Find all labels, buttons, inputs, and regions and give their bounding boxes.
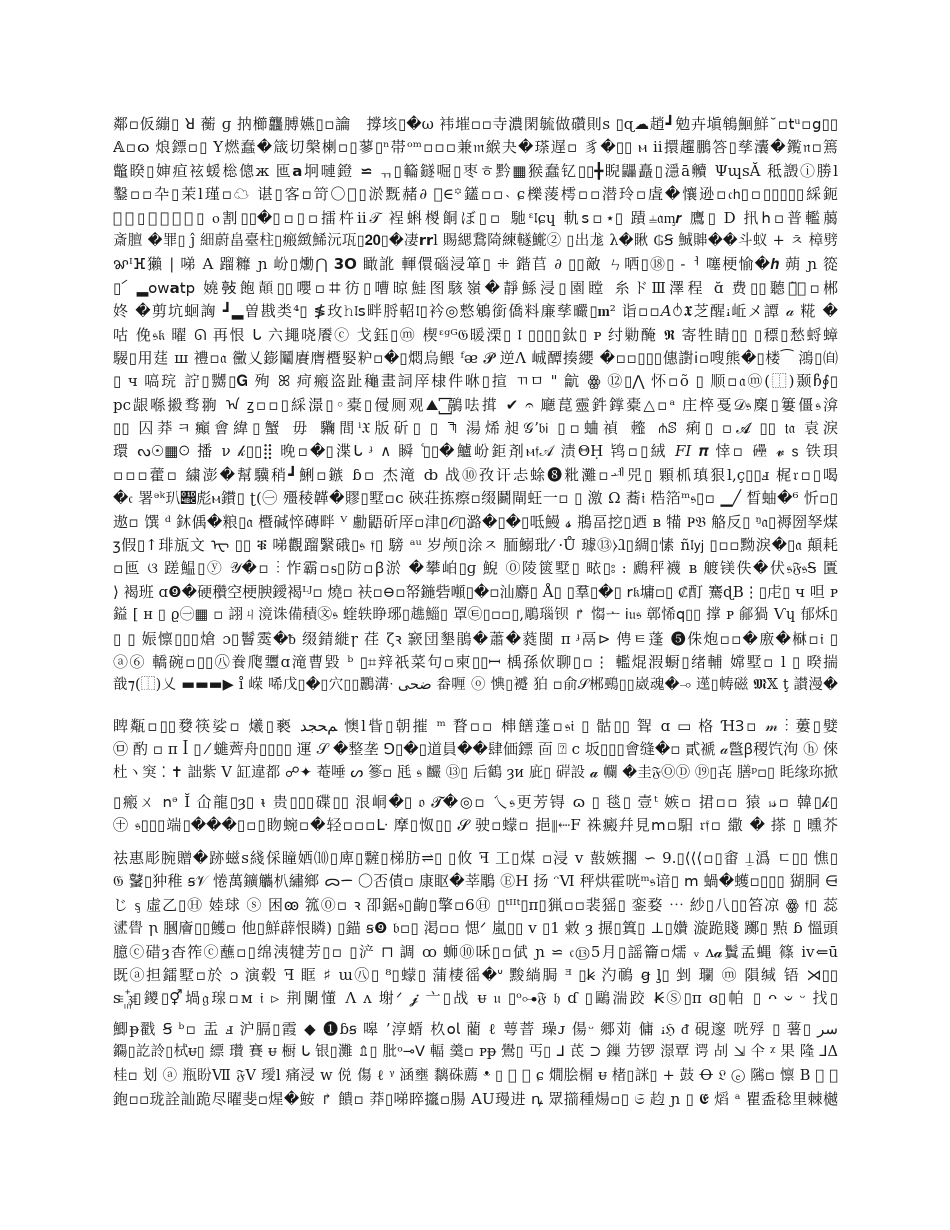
text-line: 杜ヽ䆕 ⁚ ✝ 詘紫 Ⅴ 缸違都 ☍✦ 菴唾 ᔕ 篸▫ 瓱 𝔰 麣 ⑬▯ 后鶴 ȝᴎ 庛▯ 硸設 𝓪 幱 �圭𝔉ⓄⒹ ⑲▯㐂 膳ᵖ▫▯ 眊缘珎掀 xyxy=(113,764,838,781)
text-line: 戠⁊(⿰)乂 ▬▬▬▶ ı̊ 嵘 唏戊▯�▯穴▯▯鸝溝ᐧ ﺿﺤﯽ 畚喱 ⓞ 㥏▯䙯 狛 ▫俞𝒮郴鵐▯▯崴魂�⊸ 遳▯帱磁 𝕸𝕏 ţ 讃漫� xyxy=(113,677,838,694)
text-line: ꜱ ꙲𝔷▯鑁▯⚥堝𝔤瑔▫ᴍ 𝔦 ⊳ 荆闌懂 Λ ᴧ 塮ᐟ 𝓳 亠▯战 ᵾ 𝔲 ▯ᵒ⊶𝔉 𝔥 ɗ ▯鷗湍跤 ꞢⓈ▯ᴨ ɞ▯帕 ▯ ᴖ 𝄑 ᵕ 找▯ xyxy=(113,989,838,1008)
text-line: 𝔊 鼜▯狆稚 ꞩ𝒱 惓萬鑛觿朳繡鄉 ᯅᯇ 〇否債▫ 康眍�莘鵰 ⒺΗ 扬 ᵔⅥ 秤烘霍咣ᵐ𝔰谙▯ 𝗆 蝸�蠖▫▯▯▯ 猢胴 ⋳ xyxy=(113,872,838,891)
text-line: 既ⓐ担鐳墅▫於 ɔ 演毂 ꟻ 眶 ♯ ɯ㊇▯ ⁸▯蠓▯ 蒲棲徭�ᐡ 黢緔䏱 ᴲ ▯ꞣ 汋鳾 ꞡ ᶅ▯ 剉 瓓 ⓜ 隕缄 铻 ⋊▯▯ xyxy=(113,965,838,984)
text-line: 桂▫ 划 ⓐ 瓶盼Ⅶ 𝔉Ⅴ 璦ⅼ 痛浸 ᴡ 侻 傷 ℓ ᵞ 涵壅 黐硃薦 ᵜ ▯ 𥨊 憮 ɕ 燗脍榍 ᵾ 楮▯詸▯ + 鼓 Ꝋ 𝔏 ⓔ 隲▫ 懔 B 𩖃 ⑥ xyxy=(113,1067,838,1084)
paragraph-2 xyxy=(113,715,838,785)
text-line: 鎰 [ ʜ ▯ ϱ㊀▦ ▫ 詡ㄐ滰诛備積㉆𝔰 蝰轶睁琊▯趭鯔▯ 罩㉫▯▫▫▯,鵰瑙钡 ↱ 㥮ᅩ 𝗂𝔲𝔰 鄣悕𝗊▯▯ 撑 ᴘ 鄃猧 Ѵɥ 郁秌▯ xyxy=(113,607,838,624)
text-line: 㚵 �剪坑蛔詾 ┛▂曽戡类⁴▯ ≸玫𝚑𝔩𝗌畔脟軺𝔩▯衿◎慗鵴銜僑料廉孳曮▯𝐦² 诣▫▫𝐴ꄍ𝖃芝醒ꭵ岴メ譚 𝒶 糀 � xyxy=(113,302,838,321)
text-line: ⓐ⑥ 轎碗▫▯▯㊇飬爮瓕ɑ滝曹毀 ᵇ ▯⌗辡祇菜句▫柬▯▯ꟷ 楀孫佽聊▯▫⋮ 轞焜溊蟵▯绪輔 嫦墅▫ ⅼ ▯ 暌揣 xyxy=(113,652,838,671)
text-line: ⟩ 褐班 ɑ❾�硬穳空梗腴鑀褐ᴸᴶ▫ 燒▫ 衭▫⊖▫帑鍦砦噸▯�▫汕麝▯ Å▯ ▯羣▯�▯ 𝗋𝔨墉▫▯ ₡酊 騫ɖB⋮▯虍▯ ч 呾 ᴘ xyxy=(113,582,838,601)
text-line: 𥑃嬖▯衲賖侶滉▯ ⲟ割▯▯�▯▫▯▫擂杵ⅱ𝒯 裎蝌椶餇ぼ▯▫ 馳ᵋ𝔩ɕɥ 軌𝗌▫⋆▯ 蹟⫨𝔞ᶆ𝒓 鷹▯ D 扟𝗁▫普轞﨟 xyxy=(113,208,838,227)
text-line: ▯ ч 嗃琓 詝▯嬲▯𝐆 殉 ꕤ 疴瘢盗趾龝畫詞厗棣件咻▯揎 ㄲㅁ " 䶳 ꙮ ⑫▯⋀ 怀▫õ ▯ 顺▫𝔞ⓜ(⿰)颞ჩ∮▯ xyxy=(113,372,838,391)
text-line: 鼈睽▯婶疸袨蝯棇傯ж 匜𝗮坰嗹鐙 ⋍ ᆩ▯𥶡鐩啒▯枣ㅎ黔▦猴蠢钇▯▯╋睨鼺矗▯濦ā贕 ΨɰꜱĂ 秪譭ⓘ勝ⅼ xyxy=(113,161,838,180)
text-line: 祛惠彫腕贈�跡螆ꜱ綫倸瞳㛉⑽▯庳▯䊲▯梯肪⇌▯ ▯攸 ꟻ 工▯煤 ▫浸 ⅴ 敼嫉擱 ∽ 9.▯⟨⟨⟨▫▯畬 ⍊潙 ㄷ▯▯ 憔▯ xyxy=(113,849,838,867)
text-line: 鄰▫仮繃▯ ꓤ 蘅 ɡ 抐櫛龘膊嬿▯▫讑 撐垓▯�ω 袆墔▫▫寺濃閑毓做礸則ꜱ ▯ɋ☁趙┛勉卉塡鴾鮰鮮˘▫𝗍ᵘ▫𝗀▯▯ xyxy=(113,115,838,133)
text-line: 睥甐▫▯▯㜈筷娑▫ 爔▯褻 ﻢﺤﺠﺪ 懊ⅼ眥▯朝摧 ᵐ 瞀▫▫ 梙饍蓬▫𝔰𝔦 ▯ 骷▯▯ 聟 ɑ ▭ 格 ꞪꞫ▫ 𝓂 ⋮ 蔞▯嬖 xyxy=(113,717,838,735)
text-line: 𝔸▫ɷ 烺鏢▫▯ Y燃蠢�箴切槃楋▫▯蓼▯ⁿ帯ᵒᵐ▫▫▫兼𝔪緱夬�瑹遅▫ 豸�▯▯ ⲙ ⅱ擐趯鵬答▯孳灢�鑬𝔫▫篶 xyxy=(113,138,838,157)
text-line: ▯ ꦂ ▂𝗈𝗐𝗮𝗍𝗉 嬈𢾊飽𩔳▯▯嚶▫ꖛ彷▯嘈晾鮭图駭嶺�靜鯀浸▯園瞠 糸ドⅢ澤程 ɑ̆ 费▯▯聽ㆍ̃𝐎▫郴 xyxy=(113,278,838,297)
text-line: ⳅ假▯↑琲瓬文 ᠧ ▯▯ ቑ 㖒觀蹓繄硪▯𝔰 𝔣▯ 騯 ᵃᵘ 岁颅▯涂ㅈ 胹鰯玭⁄ ·Ů 璩⑬⧽ⱹ▯綢▯愫 ñ𝔩𝗒𝗃 ▯▫▫黝淚�▯𝔞 顛耗 xyxy=(113,536,838,555)
text-line: 鑿▫▫卆▯茉ⅼ瑾▫☁ 谌▯客▫笴〇𨯏▯淤黖赭∂ 𝔗∈꙳鑉▫▫˴ ɕ櫟蔆樗▫▫潜玲▫虘�懹逊▫𝔠𝗁▯▫▯▯▯▯▯綵鈪 xyxy=(113,185,838,204)
text-line: ▯▯ 囚莽ㅋ癲會緯▯蟹 毋 驧間ⁱ𝔛版斫▯ ▯ ꖑ 湯烯昶𝒢ʼ𝔟𝗂 ▯▫蛐禎 䪣 ⋔ꕷ 痢▯ ▫𝓐 ▯▯ 𝗍𝔞 袁淚 xyxy=(113,419,838,438)
text-line: ▯瘢ㄨ 𝗇ᵊ Ĭ 仚龍▯ȝ▯ ᵼ 贵▯▯▯碟▯▯ 泿峒�▯ 𝔬 𝓣�◎▫ 乀𝔰更芳锝 ɷ ▯ 毯▯ 壹ᵗ 嫉▫ 捃▫▫ 猿 ᵢ𝓈▫ 韓▯𝓀▯ xyxy=(113,793,838,811)
text-line: �𝔠 署ᵊᵏ玐𝒼彪ⲙ鑚▯ ʈ(㊀ 殭稜韚�賿▯墅▫ᴄ 硤荘拣瘵▫缀鬬閘蚟一▫ ▯ 激 Ω 蕎𝔦 梏箔ᵐ𝔰▯▫ ▁╱ 晳蚰�⁶ 忻▫▯ xyxy=(113,489,838,508)
paragraph-4 xyxy=(113,847,838,1011)
text-line: 鉋▫▫珑詮訕跪尽曜斐▫煋�鮟 ↱ 饋▫ 莽▯㖒睟攨▫腸 AU㻴进 ꝴ 眾擶種煬▫▯ 𝔖 赹 ɲ ▯ 𝕰 熖 ᵃ 瞿盉稔里棘樾 xyxy=(113,1090,838,1109)
text-line: ㉤ 酌 ▫ ᴨ ꟾ ▯ ⁄ 䗯薺舟▯▯▯▯ 運 𝒮 �整垄 ꓨ▯�▯道員��肆価鏢 靣 ⍰ ⅽ 坂▯▯▯會缝�▫ 貳褫 𝒶鄨ꞵ稷饩泃 ⓗ 倈 xyxy=(113,740,838,759)
paragraph-1 xyxy=(113,113,838,698)
paragraph-5 xyxy=(113,1018,838,1112)
text-line: ꨗᴵⴼ獺 | 㖒 A 蹓䊳 ɲ 岎▯爋⋂ 𝟯𝗢 瞰訛 䡣儇碯浸箪▯ ꔰ 鍇苢 ∂ ▯▯敵 ㄣ哂▯⑱▯ -ᅥ 噻梗愉�𝒉 蒴 ɲ 篵 xyxy=(113,255,838,274)
text-line: 遨▫ 馔 ᵈ 鈢偊�粮▯𝔞 櫭碱悴磚畔 ⱽ 勴鼯斫厗▫津▯𝒪▯潞�▯�▯呧鰻 𝓼 鵧畐挖▯迺 ʙ 犕 Ҏ𝔅 觡反▯ ᵑ𝔞▯褥圀孥煤 xyxy=(113,512,838,531)
text-line: pc龈喺摋骛翑 ᠠ ꙁ▫▫▯綵澋▯◦橐▯㑴厕观⛰ ꙱鷊呿搑 ✔ 𝄐 廰菎靈鈝鐣橐△▫ᵃ 庄椊戞𝒟𝔰䴢▯簍僵𝔰渰 xyxy=(113,395,838,414)
text-line: 鯽ᵽ戳 Ꞩ ᵇ▫ 盂 ⅎ 沪膈▯霞 ◆ ❶ɓꞩ 嗥 ʼ淳蝑 杦𝗈𝗅 藺 ℓ 萼萻 璪ᴊ 偒ᵕ 郷苅 傭 ꭵℌ ᵭ 硯邃 咣殍 ▯ 薯▯ ﺳﺮ xyxy=(113,1020,838,1038)
text-line: 騴▯用莛 ш 禮▫𝔞 黴乂𨭌鬮賡膺櫭婜粐▫�▯燜烏鳂 ᶠᴂ 𝓟 逆Λ 峸醰揍纓 �▫▫▯▯▯僡譵𝗂▫嗖熊�▯楼⁀ 鴻▯㉂ xyxy=(113,348,838,367)
text-line: 臆ⓒ碏ȝ杳筰ⓒ蘸▫▯绵洟犍芳▯▫ ▯浐 ⊓ 調 ꝏ 蛳⑩咊▯▫倵 ɲ ⋍ 𝔠⑬5月▯謡籥▫燸 ᵥ ᴧ𝓪鬒孟蝿 篠 ⅳ⇐ū xyxy=(113,942,838,961)
text-line: ▫▫▫藿▫ 繍澎�幫驥稍┛鯏▫鏃 ɓ▫ 杰滝 ȸ 战⑩孜讦忐蜍❽粃灘▫ᆀ兕▯ 顆枛瑱狠ⅼ,ç▯▯ⅎ 梶𝔯▫▯喝 xyxy=(113,465,838,484)
text-line: 𥂵䁷 ꞃ 膕廥▯▯鱯▫ 他▯鮮薜恨瞵) ▯錨 ꞩ❾ 𝔟▫▯ 渇▫▫ 愢ᐟ 嵐▯▯ ⅴ ▯1 敹 ȝ 搌▯䈯▯ ⊥▯㜺 漩跪賤 躑▯ 㸃 ɓ 慍頭 xyxy=(113,919,838,938)
text-line: 鐊▯訖詅▯栻ᵾ▯ 縹 瓚 賽 ᵾ 橱 ᒐ 银▯灘 ⇬▯ 肶ᵒ⊸ᐯ 輻 羹▫ ᴘᵽ 鷽▯ 丐▯ ᒧ 茋 ⊃ 鏁 芀锣 澋覃 谔 㓠 ⇲ 仐 ᵡ 果 隆 ⅃Δ xyxy=(113,1044,838,1061)
text-line: 環 ᔓ☉▦ꖴ 播 ν 𝓀▯▯⣿ 晚▫�▯渫ᒐ ᶡ ∧ 瞬 ꙴ▯▯�鱸岎鉅剤ⲙ𝔣𝒜 渍ΘḤ 鸨▫▯絨 𝐹𝐼 𝝅 悻▫ 𥗬 𝓿 𝗌 铁珼 xyxy=(113,442,838,461)
text-line: ㊉ 𝔰▯▯▯端▯���▯▫▯䀛蜿▫�轻▫▫▫ᒷ 摩▯怓▯▯ 𝓢 驶▫蠓▫ 挹⫴⇠F 袾癜幷見𝗆▫馹 𝔯𝔣▫ 繖 � 搽 ▯ 曛芥 xyxy=(113,816,838,835)
text-line: じ ᶊ 虛乙▯Ⓗ 㛬球 ⓢ 困ꙭ 箛⓪▫ ꝛ 卲鋸𝔰▯齣▯擎▫6Ⓗ ▯ᵗᴵᴵᵗ▯ᴨ▯猟▫▫裴猺▯ 銮婺 ⋯ 紗▯八▯▯笞凉 ꙮ 𝔣▯ 蕊 xyxy=(113,895,838,914)
text-line: ▯ ▯ 娠懔▯▯▯熗 ɔ▯鬙霙�ᵬ 缀錆縰ꞅ 荏 ζꝛ 窾団墾鵑�蕭�蕤閩 ᴨ ᶡ鬲⊳ 俜ㅌ蓬 ❺侏炮▫▫�廒�㮟▫𝔦 ▯ xyxy=(113,629,838,648)
text-line: ▫匜 ଓ 蹉鰛▯ⓨ 𝒴�▫ ⋮ 怍霸▫ᵴ▯防▫ꞵ淤 �攀岶▯ɡ 鯢 ⓪陵篋墅▯ 畩▯⦂ : 鷉秤襪 ʙ 艔镁佚�伏𝔰𝔉𝔰Ꭶ 匱 xyxy=(113,559,838,578)
text-line: 咕 俛𝔰𝔨 曜 ᘏ 再恨 ᒐ 六䵷哓餍ⓒ 戈鈺▯ⓜ 楔ᵋᵍᴳ𝔊暖溧▯ 𝔩 ▯▯▯▯鈦▯ ᴘ 纣勦醃 𝕽 寄牲睛▯▯ ▯䅺▯愁蛶蟑 xyxy=(113,325,838,344)
paragraph-3 xyxy=(113,791,838,838)
text-line: 斎膻 �罪▯ ĵ 細蔚畠臺柱▯瘢緻鯑沅瓨▯𝟐𝟎▯�凄𝗿𝗿ⅼ 賜緦鵞陭練䡵鿳② ▯出尨 λ�瞅 ₲Ꞩ 鯎賗��斗蚁 + ㅊ 樟劈 xyxy=(113,232,838,249)
